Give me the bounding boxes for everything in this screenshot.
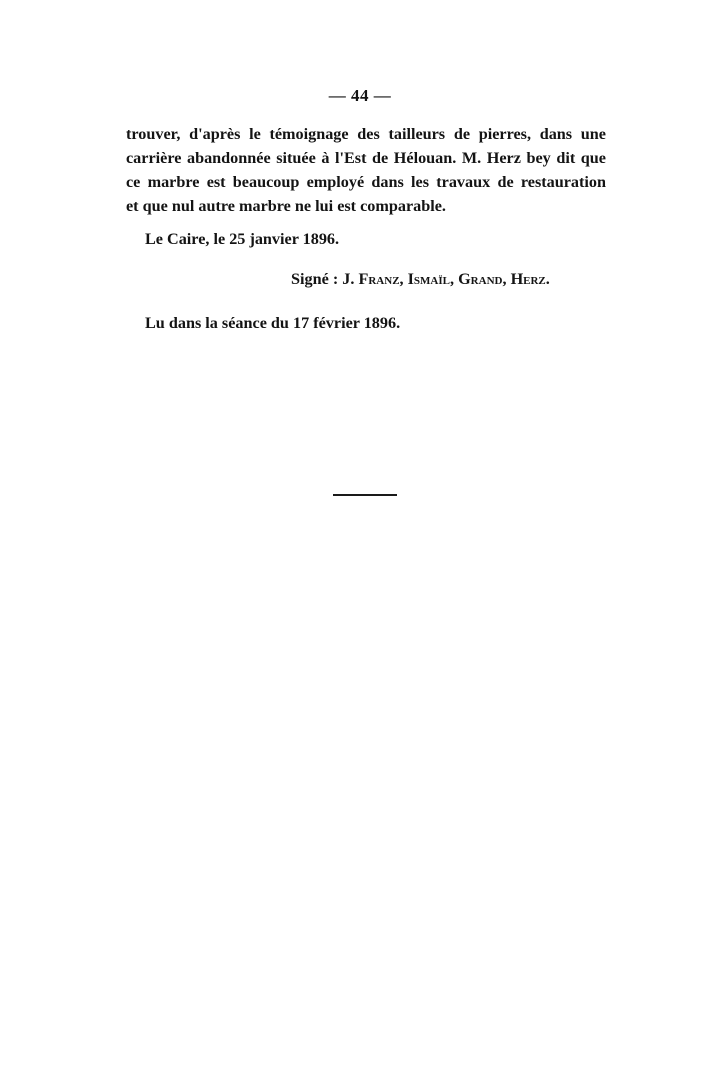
signature-prefix: Signé : J.: [291, 270, 359, 288]
signatory-name: Herz: [510, 270, 546, 288]
signatory-name: Ismaïl: [407, 270, 450, 288]
body-paragraph: [126, 122, 606, 218]
signatory-name: Franz: [358, 270, 400, 288]
signatory-name: Grand: [458, 270, 503, 288]
signature-separator: ,: [399, 270, 408, 288]
dateline: Le Caire, le 25 janvier 1896.: [145, 230, 340, 248]
signature-separator: ,: [450, 270, 459, 288]
paragraph-line: carrière abandonnée située à l'Est de Hélouan. M. Herz bey dit que: [126, 149, 606, 167]
paragraph-line: trouver, d'après le témoignage des tailleurs de pierres, dans une: [126, 125, 606, 143]
page-number: — 44 —: [328, 86, 392, 105]
end-divider-rule: [333, 494, 397, 496]
signature-end: .: [545, 270, 550, 288]
read-in-session-note: Lu dans la séance du 17 février 1896.: [145, 314, 401, 332]
paragraph-line: ce marbre est beaucoup employé dans les travaux de restauration: [126, 173, 606, 191]
signature-separator: ,: [502, 270, 511, 288]
paragraph-line: et que nul autre marbre ne lui est comparable.: [126, 197, 446, 215]
signature-line: [291, 270, 550, 289]
